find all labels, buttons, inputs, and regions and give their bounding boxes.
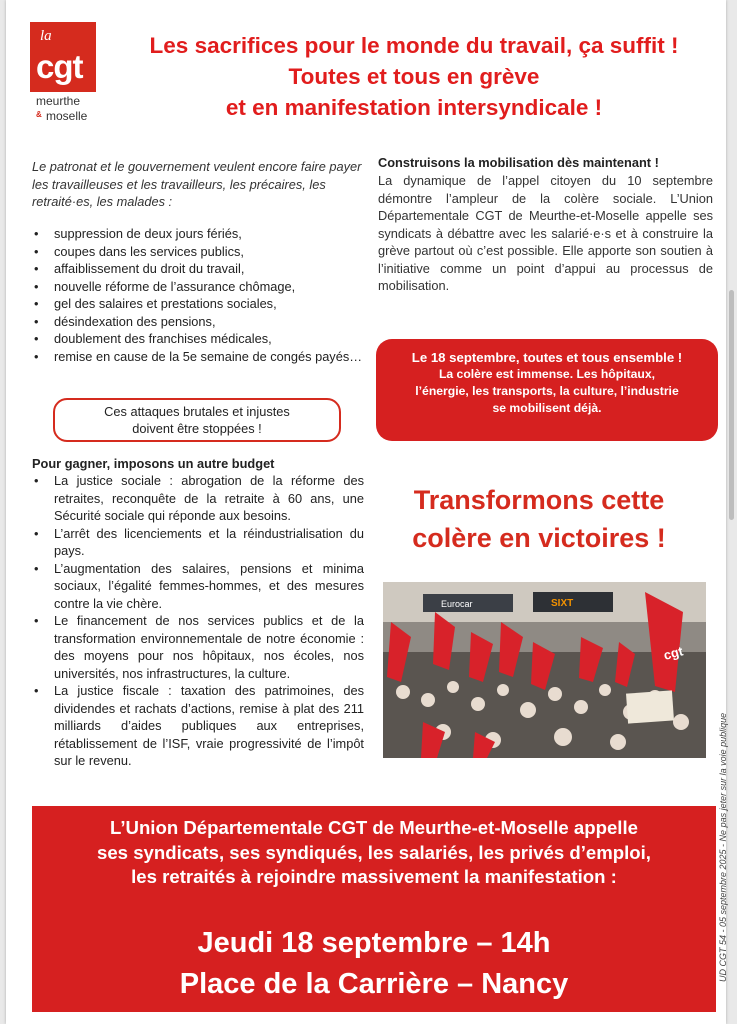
list-item: • L’arrêt des licenciements et la réindustrialisation du pays.: [32, 525, 364, 560]
redbox-line: se mobilisent déjà.: [492, 401, 602, 415]
legal-footer: UD CGT 54 - 05 septembre 2025 - Ne pas jeter sur la voie publique: [718, 712, 728, 982]
list-item: • Le financement de nos services publics et de la transformation environnementale de notre économie : des moyens pour nos hôpitaux, nos écoles, nos universités, nos infrastructures, la culture.: [32, 612, 364, 682]
sign-sixt: SIXT: [551, 598, 574, 609]
appeal-line: L’Union Départementale CGT de Meurthe-et-Moselle appelle: [110, 817, 638, 838]
list-item: • nouvelle réforme de l’assurance chômage,: [32, 278, 367, 296]
list-item: • désindexation des pensions,: [32, 313, 367, 331]
list-item: • affaiblissement du droit du travail,: [32, 260, 367, 278]
logo-la: la: [40, 28, 52, 44]
warning-box: [53, 398, 341, 442]
appeal-line: ses syndicats, ses syndiqués, les salariés, les privés d’emploi,: [97, 841, 651, 863]
event-date-place: [32, 923, 716, 1005]
logo-cgt: cgt: [36, 48, 83, 85]
logo-moselle: moselle: [46, 109, 88, 123]
demonstration-photo: [383, 582, 706, 758]
budget-heading: Pour gagner, imposons un autre budget: [32, 456, 275, 471]
event-place: Place de la Carrière – Nancy: [179, 968, 569, 1000]
cgt-logo: [30, 22, 96, 126]
appeal-banner: [32, 806, 716, 1012]
sacrifices-list: [32, 225, 367, 365]
sign-europcar: Eurocar: [441, 599, 473, 609]
slogan-line: colère en victoires !: [412, 523, 666, 553]
headline: [114, 30, 714, 123]
list-item: • La justice sociale : abrogation de la réforme des retraites, reconquête de la retraite à 60 ans, une Sécurité sociale qui réponde aux besoins.: [32, 472, 364, 525]
list-item: • L’augmentation des salaires, pensions et minima sociaux, l’égalité femmes-hommes, et des mesures contre la vie chère.: [32, 560, 364, 613]
logo-ampersand: &: [36, 110, 42, 119]
mobilisation-text: La dynamique de l’appel citoyen du 10 septembre démontre l’ampleur de la colère sociale. L’Union Départementale CGT de Meurthe-et-Moselle appelle ses syndicats à débattre avec les salarié·e·s et à construire la grève partout où c’est possible. Elle apporte son soutien à l’initiative comme un point d’appui au processus de mobilisation.: [378, 173, 713, 293]
mobilisation-heading: Construisons la mobilisation dès maintenant !: [378, 155, 659, 170]
scrollbar[interactable]: [729, 290, 734, 520]
headline-line: Toutes et tous en grève: [288, 64, 540, 89]
logo-meurthe: meurthe: [36, 94, 81, 108]
list-item: • La justice fiscale : taxation des patrimoines, des dividendes et rachats d’actions, remise à plat des 211 milliards d’aides publiques aux entreprises, rétablissement de l’ISF, vraie progressivité de l’impôt sur le revenu.: [32, 682, 364, 770]
list-item: • doublement des franchises médicales,: [32, 330, 367, 348]
budget-list: [32, 472, 364, 770]
redbox-title: Le 18 septembre, toutes et tous ensemble !: [411, 350, 683, 365]
warning-line: Ces attaques brutales et injustes: [104, 404, 290, 419]
cgt-logo-box: [30, 22, 96, 92]
flag-cgt-text: cgt: [661, 643, 685, 663]
sept-18-box: [376, 339, 718, 441]
headline-line: et en manifestation intersyndicale !: [225, 95, 603, 120]
list-item: • remise en cause de la 5e semaine de congés payés…: [32, 348, 367, 366]
appeal-line: les retraités à rejoindre massivement la manifestation :: [131, 866, 617, 887]
headline-line: Les sacrifices pour le monde du travail, ça suffit !: [149, 33, 679, 58]
slogan: [378, 481, 700, 557]
redbox-line: La colère est immense. Les hôpitaux,: [438, 367, 656, 381]
list-item: • gel des salaires et prestations sociales,: [32, 295, 367, 313]
appeal-text: [32, 816, 716, 890]
list-item: • suppression de deux jours fériés,: [32, 225, 367, 243]
intro-text: Le patronat et le gouvernement veulent encore faire payer les travailleuses et les travailleurs, les précaires, les retraité·es, les malades :: [32, 159, 362, 209]
event-date: Jeudi 18 septembre – 14h: [197, 927, 551, 959]
list-item: • coupes dans les services publics,: [32, 243, 367, 261]
slogan-line: Transformons cette: [413, 485, 665, 515]
flyer-page: [6, 0, 726, 1024]
redbox-line: l’énergie, les transports, la culture, l’industrie: [415, 384, 679, 398]
warning-line: doivent être stoppées !: [132, 421, 262, 436]
